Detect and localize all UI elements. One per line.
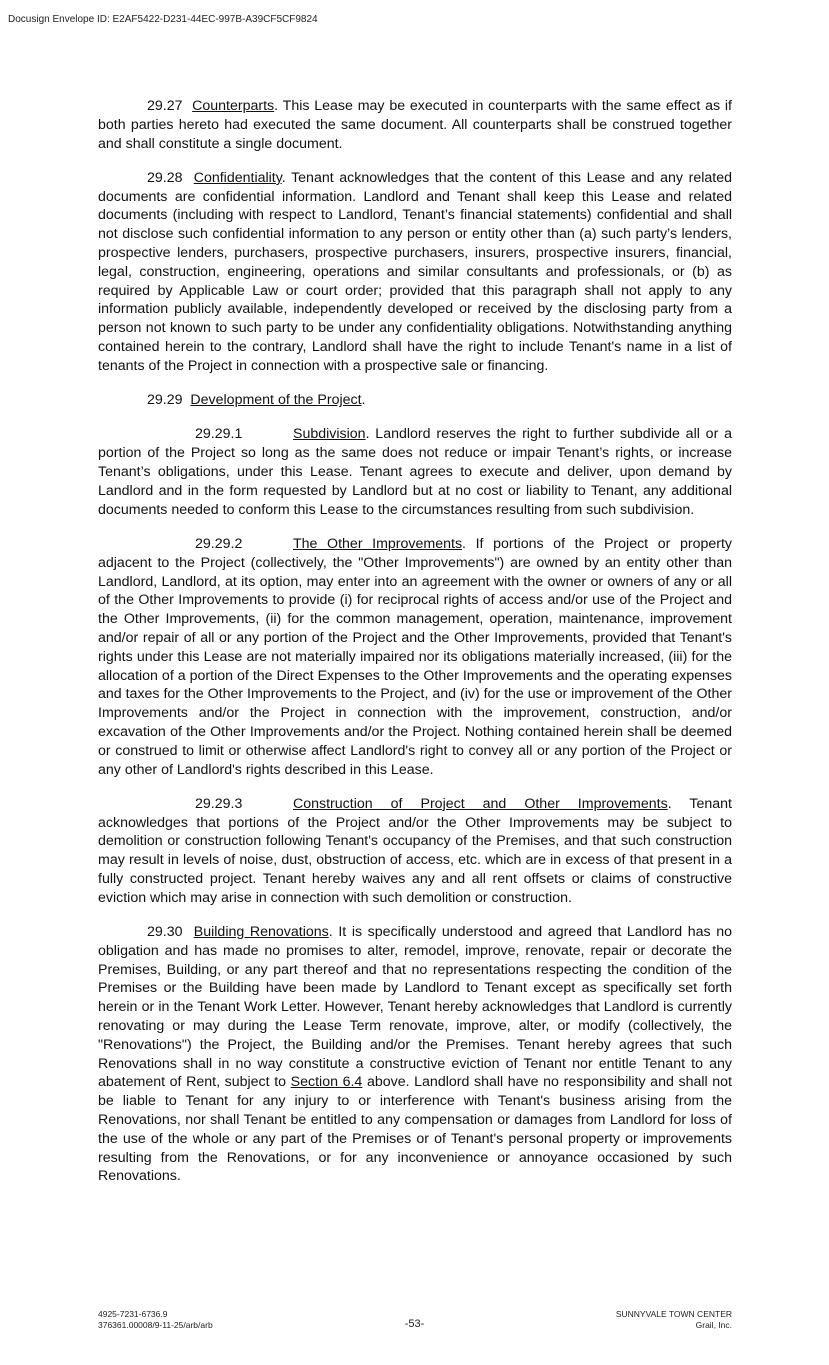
- section-text: . Landlord reserves the right to further subdivide all or a portion of the Project so long as the same does not reduce or impair Tenant’s rights, or increase Tenant’s obligations, under this Lease. Tenant agrees to execute and deliver, upon demand by Landlord and in the form requested by Landlord but at no cost or liability to Tenant, any additional documents needed to conform this Lease to the circumstances resulting from such subdivision.: [98, 426, 732, 518]
- section-title: Construction of Project and Other Improvements: [293, 795, 668, 812]
- section-title: Development of the Project: [190, 392, 362, 409]
- section-number: 29.29: [147, 392, 183, 409]
- page-number: -53-: [404, 1318, 425, 1330]
- section-text: . If portions of the Project or property adjacent to the Project (collectively, the "Other Improvements") are owned by an entity other than Landlord, Landlord, at its option, may enter into an agreement with the owner or owners of any or all of the Other Improvements to provide (i) for reciprocal rights of access and/or use of the Project and the Other Improvements, (ii) for the common management, operation, maintenance, improvement and/or repair of all or any portion of the Project and the Other Improvements, provided that Tenant's rights under this Lease are not materially impaired nor its obligations materially increased, (iii) for the allocation of a portion of the Direct Expenses to the Other Improvements and the operating expenses and taxes for the Other Improvements to the Project, and (iv) for the use or improvement of the Other Improvements and/or the Project in connection with the improvement, construction, and/or excavation of the Other Improvements and/or the Project. Nothing contained herein shall be deemed or construed to limit or otherwise affect Landlord's right to convey all or any portion of the Project or any other of Landlord's rights described in this Lease.: [98, 535, 733, 778]
- section-29-28: [98, 169, 732, 376]
- section-text: . Tenant acknowledges that the content of this Lease and any related documents are confidential information. Landlord and Tenant shall keep this Lease and related documents (including with respect to Landlord, Tenant’s financial statements) confidential and shall not disclose such confidential information to any person or entity other than (a) such party’s lenders, prospective lenders, purchasers, prospective purchasers, insurers, prospective insurers, financial, legal, construction, engineering, operations and similar consultants and professionals, or (b) as required by Applicable Law or court order; provided that this paragraph shall not apply to any information publicly available, independently developed or received by the disclosing party from a person not known to such party to be under any confidentiality obligations. Notwithstanding anything contained herein to the contrary, Landlord shall have the right to include Tenant's name in a list of tenants of the Project in connection with a prospective sale or financing.: [98, 169, 732, 374]
- section-29-29-1: [98, 425, 732, 519]
- envelope-id: Docusign Envelope ID: E2AF5422-D231-44EC-997B-A39CF5CF9824: [8, 14, 318, 25]
- section-reference: Section 6.4: [290, 1074, 363, 1091]
- section-title: The Other Improvements: [293, 535, 463, 552]
- section-29-29: [98, 391, 732, 410]
- section-text: .: [361, 392, 366, 409]
- section-text: above. Landlord shall have no responsibility and shall not be liable to Tenant for any injury to or interference with Tenant's business arising from the Renovations, nor shall Tenant be entitled to any compensation or damages from Landlord for loss of the use of the whole or any part of the Premises or of Tenant's personal property or improvements resulting from the Renovations, or for any inconvenience or annoyance occasioned by such Renovations.: [98, 1074, 732, 1185]
- section-title: Subdivision: [293, 426, 366, 443]
- section-29-30: [98, 923, 732, 1186]
- section-29-29-2: [98, 535, 732, 779]
- section-number: 29.29.1: [195, 426, 243, 443]
- section-text: . Tenant acknowledges that portions of the Project and/or the Other Improvements may be subject to demolition or construction following Tenant's occupancy of the Premises, and that such construction may result in levels of noise, dust, obstruction of access, etc. which are in excess of that present in a fully constructed project. Tenant hereby waives any and all rent offsets or claims of constructive eviction which may arise in connection with such demolition or construction.: [98, 795, 732, 906]
- section-number: 29.30: [147, 924, 183, 941]
- document-body: [98, 97, 732, 1202]
- section-number: 29.29.2: [195, 535, 243, 552]
- footer-project-name: SUNNYVALE TOWN CENTER: [615, 1309, 732, 1319]
- section-29-27: [98, 97, 732, 153]
- section-number: 29.27: [147, 98, 183, 114]
- section-title: Counterparts: [192, 98, 275, 114]
- footer-doc-id-line1: 4925-7231-6736.9: [98, 1309, 168, 1319]
- section-number: 29.29.3: [195, 795, 243, 812]
- section-29-29-3: [98, 795, 732, 908]
- section-number: 29.28: [147, 169, 183, 186]
- section-text: . This Lease may be executed in counterparts with the same effect as if both parties hereto had executed the same document. All counterparts shall be construed together and shall constitute a single document.: [98, 98, 733, 152]
- footer-tenant-name: Grail, Inc.: [695, 1320, 732, 1330]
- section-title: Building Renovations: [193, 924, 329, 941]
- section-title: Confidentiality: [193, 169, 282, 186]
- footer-doc-id-line2: 376361.00008/9-11-25/arb/arb: [98, 1320, 213, 1330]
- footer-project: [616, 1309, 732, 1331]
- section-text: . It is specifically understood and agreed that Landlord has no obligation and has made no promises to alter, remodel, improve, renovate, repair or decorate the Premises, Building, or any part thereof and that no representations respecting the condition of the Premises or the Building have been made by Landlord to Tenant except as specifically set forth herein or in the Tenant Work Letter. However, Tenant hereby acknowledges that Landlord is currently renovating or may during the Lease Term renovate, improve, alter, or modify (collectively, the "Renovations") the Project, the Building and/or the Premises. Tenant hereby agrees that such Renovations shall in no way constitute a constructive eviction of Tenant nor entitle Tenant to any abatement of Rent, subject to: [98, 924, 733, 1091]
